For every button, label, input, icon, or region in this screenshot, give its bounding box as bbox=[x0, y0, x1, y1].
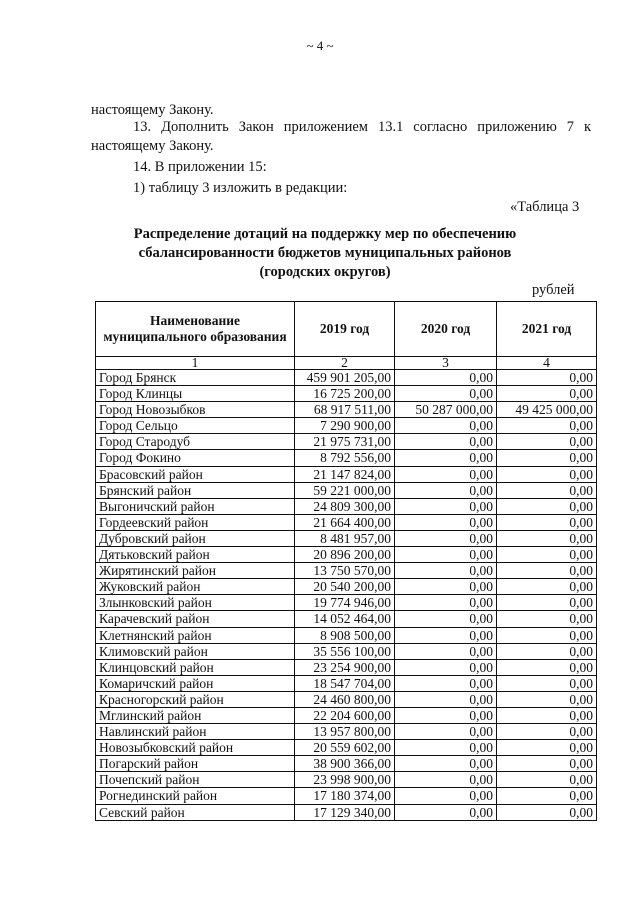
table-row bbox=[96, 756, 597, 772]
cell-2020: 0,00 bbox=[395, 804, 497, 820]
cell-2019: 38 900 366,00 bbox=[295, 756, 395, 772]
cell-2021: 0,00 bbox=[497, 563, 597, 579]
cell-2019: 19 774 946,00 bbox=[295, 595, 395, 611]
cell-2020: 0,00 bbox=[395, 434, 497, 450]
cell-2019: 17 180 374,00 bbox=[295, 788, 395, 804]
table-title bbox=[100, 225, 550, 282]
cell-municipality: Мглинский район bbox=[96, 707, 295, 723]
column-number: 2 bbox=[295, 357, 395, 370]
table-row bbox=[96, 691, 597, 707]
table-row bbox=[96, 418, 597, 434]
cell-municipality: Климовский район bbox=[96, 643, 295, 659]
subsidies-table bbox=[95, 301, 597, 821]
cell-municipality: Город Сельцо bbox=[96, 418, 295, 434]
cell-2021: 0,00 bbox=[497, 611, 597, 627]
cell-2020: 0,00 bbox=[395, 788, 497, 804]
cell-municipality: Жуковский район bbox=[96, 579, 295, 595]
header-municipality: Наименование муниципального образования bbox=[96, 302, 295, 357]
table-row bbox=[96, 740, 597, 756]
cell-2021: 0,00 bbox=[497, 772, 597, 788]
cell-2019: 8 792 556,00 bbox=[295, 450, 395, 466]
page-number: ~ 4 ~ bbox=[306, 38, 334, 53]
cell-municipality: Гордеевский район bbox=[96, 514, 295, 530]
cell-municipality: Погарский район bbox=[96, 756, 295, 772]
cell-2020: 0,00 bbox=[395, 675, 497, 691]
table-title-line3: (городских округов) bbox=[259, 264, 391, 280]
table-row bbox=[96, 402, 597, 418]
cell-municipality: Рогнединский район bbox=[96, 788, 295, 804]
cell-2021: 0,00 bbox=[497, 434, 597, 450]
cell-2021: 0,00 bbox=[497, 498, 597, 514]
cell-2019: 16 725 200,00 bbox=[295, 386, 395, 402]
cell-2019: 13 750 570,00 bbox=[295, 563, 395, 579]
cell-2021: 0,00 bbox=[497, 466, 597, 482]
paragraph-14: 14. В приложении 15: bbox=[133, 159, 267, 175]
table-row bbox=[96, 450, 597, 466]
cell-2021: 0,00 bbox=[497, 418, 597, 434]
table-row bbox=[96, 788, 597, 804]
cell-2020: 0,00 bbox=[395, 466, 497, 482]
cell-2021: 0,00 bbox=[497, 482, 597, 498]
cell-2020: 0,00 bbox=[395, 595, 497, 611]
table-row bbox=[96, 707, 597, 723]
cell-2020: 0,00 bbox=[395, 772, 497, 788]
cell-2019: 8 481 957,00 bbox=[295, 530, 395, 546]
cell-2019: 20 540 200,00 bbox=[295, 579, 395, 595]
table-body bbox=[96, 370, 597, 821]
cell-2021: 0,00 bbox=[497, 756, 597, 772]
cell-2021: 0,00 bbox=[497, 804, 597, 820]
cell-2020: 0,00 bbox=[395, 691, 497, 707]
cell-2020: 0,00 bbox=[395, 659, 497, 675]
cell-municipality: Новозыбковский район bbox=[96, 740, 295, 756]
table-row bbox=[96, 563, 597, 579]
table-row bbox=[96, 627, 597, 643]
cell-municipality: Город Клинцы bbox=[96, 386, 295, 402]
cell-2019: 17 129 340,00 bbox=[295, 804, 395, 820]
cell-2019: 18 547 704,00 bbox=[295, 675, 395, 691]
table-row bbox=[96, 772, 597, 788]
cell-2020: 0,00 bbox=[395, 563, 497, 579]
cell-2019: 24 809 300,00 bbox=[295, 498, 395, 514]
table-row bbox=[96, 643, 597, 659]
table-row bbox=[96, 595, 597, 611]
cell-2021: 0,00 bbox=[497, 579, 597, 595]
cell-2021: 0,00 bbox=[497, 707, 597, 723]
paragraph-continuation: настоящему Закону. bbox=[91, 102, 214, 118]
table-header-row bbox=[96, 302, 597, 357]
table-row bbox=[96, 434, 597, 450]
table-row bbox=[96, 482, 597, 498]
cell-municipality: Брасовский район bbox=[96, 466, 295, 482]
table-title-line2: сбалансированности бюджетов муниципальных районов bbox=[138, 245, 512, 261]
header-2021: 2021 год bbox=[497, 302, 597, 357]
cell-2021: 0,00 bbox=[497, 643, 597, 659]
cell-municipality: Жирятинский район bbox=[96, 563, 295, 579]
cell-2020: 0,00 bbox=[395, 370, 497, 386]
cell-2020: 0,00 bbox=[395, 724, 497, 740]
column-number: 3 bbox=[395, 357, 497, 370]
unit-label: рублей bbox=[532, 282, 575, 298]
table-row bbox=[96, 675, 597, 691]
paragraph-14-item-1: 1) таблицу 3 изложить в редакции: bbox=[133, 180, 348, 196]
cell-municipality: Севский район bbox=[96, 804, 295, 820]
table-row bbox=[96, 530, 597, 546]
table-row bbox=[96, 659, 597, 675]
cell-2021: 0,00 bbox=[497, 514, 597, 530]
cell-2020: 0,00 bbox=[395, 627, 497, 643]
table-row bbox=[96, 579, 597, 595]
cell-2021: 0,00 bbox=[497, 595, 597, 611]
table-row bbox=[96, 498, 597, 514]
paragraph-13-line2: настоящему Закону. bbox=[91, 138, 214, 154]
cell-2020: 50 287 000,00 bbox=[395, 402, 497, 418]
cell-2021: 0,00 bbox=[497, 659, 597, 675]
cell-2019: 20 896 200,00 bbox=[295, 547, 395, 563]
cell-2021: 0,00 bbox=[497, 547, 597, 563]
cell-2021: 0,00 bbox=[497, 370, 597, 386]
cell-2019: 21 975 731,00 bbox=[295, 434, 395, 450]
cell-2019: 20 559 602,00 bbox=[295, 740, 395, 756]
cell-municipality: Город Брянск bbox=[96, 370, 295, 386]
cell-2021: 0,00 bbox=[497, 691, 597, 707]
cell-municipality: Город Фокино bbox=[96, 450, 295, 466]
cell-municipality: Брянский район bbox=[96, 482, 295, 498]
cell-2019: 459 901 205,00 bbox=[295, 370, 395, 386]
cell-2019: 13 957 800,00 bbox=[295, 724, 395, 740]
column-number: 4 bbox=[497, 357, 597, 370]
cell-2019: 24 460 800,00 bbox=[295, 691, 395, 707]
cell-2020: 0,00 bbox=[395, 707, 497, 723]
cell-2020: 0,00 bbox=[395, 611, 497, 627]
cell-2020: 0,00 bbox=[395, 740, 497, 756]
cell-municipality: Навлинский район bbox=[96, 724, 295, 740]
paragraph-13-line1: 13. Дополнить Закон приложением 13.1 согласно приложению 7 к bbox=[133, 119, 591, 135]
cell-municipality: Клинцовский район bbox=[96, 659, 295, 675]
table-row bbox=[96, 804, 597, 820]
cell-2019: 59 221 000,00 bbox=[295, 482, 395, 498]
cell-municipality: Почепский район bbox=[96, 772, 295, 788]
cell-2019: 35 556 100,00 bbox=[295, 643, 395, 659]
table-row bbox=[96, 370, 597, 386]
cell-2019: 8 908 500,00 bbox=[295, 627, 395, 643]
cell-2021: 0,00 bbox=[497, 530, 597, 546]
cell-2019: 68 917 511,00 bbox=[295, 402, 395, 418]
cell-2019: 21 147 824,00 bbox=[295, 466, 395, 482]
table-title-line1: Распределение дотаций на поддержку мер по обеспечению bbox=[133, 226, 517, 242]
cell-2020: 0,00 bbox=[395, 418, 497, 434]
cell-2019: 14 052 464,00 bbox=[295, 611, 395, 627]
table-row bbox=[96, 514, 597, 530]
cell-municipality: Красногорский район bbox=[96, 691, 295, 707]
cell-2021: 0,00 bbox=[497, 386, 597, 402]
cell-municipality: Город Новозыбков bbox=[96, 402, 295, 418]
cell-2020: 0,00 bbox=[395, 482, 497, 498]
header-2019: 2019 год bbox=[295, 302, 395, 357]
cell-2020: 0,00 bbox=[395, 450, 497, 466]
cell-2020: 0,00 bbox=[395, 514, 497, 530]
table-row bbox=[96, 386, 597, 402]
table-row bbox=[96, 466, 597, 482]
cell-2021: 0,00 bbox=[497, 740, 597, 756]
cell-municipality: Клетнянский район bbox=[96, 627, 295, 643]
cell-2020: 0,00 bbox=[395, 643, 497, 659]
cell-2019: 22 204 600,00 bbox=[295, 707, 395, 723]
table-row bbox=[96, 724, 597, 740]
cell-municipality: Дубровский район bbox=[96, 530, 295, 546]
cell-municipality: Город Стародуб bbox=[96, 434, 295, 450]
column-number-row bbox=[96, 357, 597, 370]
cell-municipality: Карачевский район bbox=[96, 611, 295, 627]
cell-2019: 23 254 900,00 bbox=[295, 659, 395, 675]
cell-2021: 49 425 000,00 bbox=[497, 402, 597, 418]
cell-2019: 23 998 900,00 bbox=[295, 772, 395, 788]
cell-municipality: Дятьковский район bbox=[96, 547, 295, 563]
cell-municipality: Комаричский район bbox=[96, 675, 295, 691]
cell-municipality: Выгоничский район bbox=[96, 498, 295, 514]
table-row bbox=[96, 547, 597, 563]
cell-2020: 0,00 bbox=[395, 756, 497, 772]
cell-municipality: Злынковский район bbox=[96, 595, 295, 611]
header-2020: 2020 год bbox=[395, 302, 497, 357]
cell-2020: 0,00 bbox=[395, 386, 497, 402]
cell-2021: 0,00 bbox=[497, 450, 597, 466]
cell-2021: 0,00 bbox=[497, 788, 597, 804]
cell-2019: 21 664 400,00 bbox=[295, 514, 395, 530]
cell-2020: 0,00 bbox=[395, 579, 497, 595]
cell-2020: 0,00 bbox=[395, 547, 497, 563]
cell-2020: 0,00 bbox=[395, 530, 497, 546]
column-number: 1 bbox=[96, 357, 295, 370]
table-reference: «Таблица 3 bbox=[510, 199, 580, 215]
cell-2019: 7 290 900,00 bbox=[295, 418, 395, 434]
cell-2021: 0,00 bbox=[497, 724, 597, 740]
cell-2021: 0,00 bbox=[497, 675, 597, 691]
table-row bbox=[96, 611, 597, 627]
cell-2020: 0,00 bbox=[395, 498, 497, 514]
cell-2021: 0,00 bbox=[497, 627, 597, 643]
